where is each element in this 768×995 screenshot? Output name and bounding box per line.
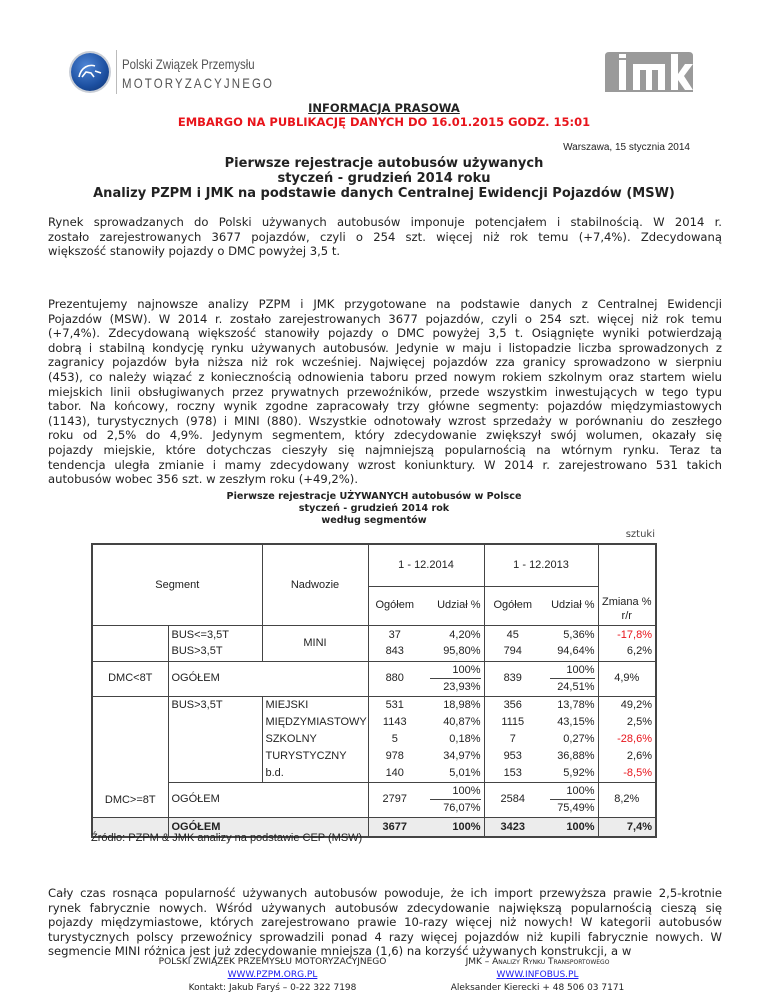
pzpm-logo-text-2: MOTORYZACYJNEGO (122, 75, 275, 91)
cell-value: 3677 (382, 820, 407, 833)
cell-value: 953 (503, 749, 522, 762)
cell-value: 100% (566, 820, 595, 833)
cell-value: 3423 (500, 820, 525, 833)
total-2014 (368, 817, 421, 837)
header-period-2014 (368, 544, 484, 586)
share-2014 (421, 817, 484, 837)
cell-value: OGÓŁEM (171, 672, 220, 685)
cell-value: Udział % (551, 599, 595, 612)
cell-value: 94,64% (557, 645, 595, 657)
cell-value: 5,01% (449, 766, 481, 779)
cell-value: DMC<8T (108, 672, 153, 685)
table-title-line: według segmentów (321, 515, 427, 526)
text-line: (1143), turystycznych (978) i MINI (880). Wszystkie odnotowały wzrost sprzedaży w porównaniu do zeszłego (48, 413, 722, 428)
cell-value: MINI (303, 636, 327, 649)
cell-value: 23,93% (443, 681, 481, 693)
header-change (598, 544, 656, 625)
text-line: miejskich linii obsługiwanych przez prywatnych przewoźników, przede wszystkim inwestujących w tego typu (48, 384, 722, 399)
share-2013 (541, 817, 598, 837)
paragraph-2 (48, 297, 722, 487)
cell-value: 100% (452, 820, 481, 833)
table-row (92, 625, 656, 661)
cell-value: 45 (506, 628, 519, 641)
jmk-logo-icon (603, 46, 695, 94)
footer-jmk-name: JMK – Analizy Rynku Transportowego (465, 957, 610, 967)
share-2013 (541, 661, 598, 696)
total-2013 (484, 625, 541, 661)
cell-value: 7 (509, 732, 516, 745)
text-line: rynek fabrycznie nowych. Wśród używanych autobusów zdecydowanie największą popularnością cieszą się (48, 900, 722, 915)
logo-divider (116, 50, 117, 94)
header-body (262, 544, 368, 625)
cell-value: 95,80% (443, 645, 481, 657)
share-2014 (421, 625, 484, 661)
cell-value: 1143 (382, 715, 407, 728)
text-line: większość stanowiły pojazdy o DMC powyżej 3,5 t. (48, 244, 341, 259)
text-line: pojazdy międzymiastowe, których zarejestrowano prawie 10-razy więcej niż nowych! W kategorii autobusów (48, 915, 722, 930)
cell-value: 794 (503, 645, 522, 657)
cell-value: 24,51% (557, 681, 595, 693)
text-line: autobusów wobec 356 szt. w zeszłym roku (+49,2%). (48, 472, 359, 487)
text-line: Prezentujemy najnowsze analizy PZPM i JMK przygotowane na podstawie danych z Centralnej Ewidencji (48, 297, 722, 311)
cell-value: 140 (385, 766, 404, 779)
header-period-2013 (484, 544, 598, 586)
cell-value: Segment (155, 578, 200, 591)
text-line: zagranicy pojazdów była niższa niż rok wcześniej. Najwięcej pojazdów zza granicy sprowadzono w sierpniu (48, 355, 722, 370)
header-share-2014 (421, 586, 484, 625)
share-2013 (541, 696, 598, 782)
body-type (262, 696, 368, 782)
share-2014 (421, 661, 484, 696)
cell-value: OGÓŁEM (171, 793, 220, 806)
cell-value: 4,20% (449, 628, 481, 641)
text-line: zostało zarejestrowanych 3677 pojazdów, czyli o 254 szt. więcej niż rok temu (+7,4%). Zdecydowaną (48, 229, 722, 244)
text-line: Rynek sprowadzanych do Polski używanych autobusów imponuje potencjałem i stabilnością. W 2014 r. (48, 215, 722, 229)
text-line: (+7,4%). Zdecydowaną większość stanowiły pojazdy o DMC powyżej 3,5 t. Osiągnięte wyniki potwierdzają (48, 326, 722, 341)
cell-value: Ogółem (493, 599, 533, 612)
cell-value: 100% (550, 783, 595, 801)
cell-value: OGÓŁEM (171, 820, 221, 833)
segments-table (91, 543, 657, 838)
row-label (168, 782, 368, 817)
cell-value: BUS<=3,5T (171, 628, 229, 641)
title-line: styczeń - grudzień 2014 roku (277, 171, 491, 186)
cell-value: 978 (385, 749, 404, 762)
total-2013 (484, 817, 541, 837)
cell-value: 37 (388, 628, 401, 641)
table-row (92, 782, 656, 817)
cell-value: 153 (503, 766, 522, 779)
title-line: Analizy PZPM i JMK na podstawie danych Centralnej Ewidencji Pojazdów (MSW) (93, 186, 675, 201)
table-row (92, 696, 656, 782)
cell-value: 2797 (382, 793, 407, 806)
cell-value: 1 - 12.2013 (513, 559, 569, 571)
cell-value: 5 (391, 732, 398, 745)
cell-value: -28,6% (617, 732, 652, 745)
total-2013 (484, 661, 541, 696)
cell-value: 18,98% (443, 698, 481, 711)
share-2014 (421, 782, 484, 817)
paragraph-1 (48, 215, 722, 259)
cell-value: SZKOLNY (265, 732, 317, 745)
place-date: Warszawa, 15 stycznia 2014 (563, 142, 690, 153)
text-line: Pojazdów (MSW). W 2014 r. zostało zarejestrowanych 3677 pojazdów, czyli o 254 szt. więcej niż rok temu (48, 311, 722, 326)
cell-value: 0,27% (563, 732, 595, 745)
cell-value: 13,78% (557, 698, 595, 711)
text-line: pojazdy miejskie, które dotychczas cieszyły się najmniejszą popularnością na wtórnym rynku. Teraz ta (48, 442, 722, 457)
cell-value: 34,97% (443, 749, 481, 762)
cell-value: 2584 (500, 793, 525, 806)
text-line: roku od 2,5% do 4,9%. Jedynym segmentem, który zdecydowanie zwiększył swój wolumen, okazały się (48, 428, 722, 443)
text-line: dobrą i stabilną kondycję rynku używanych autobusów. Jedynie w maju i listopadzie liczba sprowadzonych z (48, 340, 722, 355)
cell-value: 43,15% (557, 715, 595, 728)
cell-value: 100% (430, 783, 481, 801)
footer-jmk (420, 956, 655, 995)
cell-value: 75,49% (557, 802, 595, 814)
total-2013 (484, 782, 541, 817)
table-source: Źródło: PZPM & JMK analizy na podstawie CEP (MSW) (91, 832, 363, 844)
text-line: segmencie MINI różnica jest już zdecydowanie mniejsza (1,6) na korzyść używanych konstrukcji, a w (48, 944, 632, 959)
cell-value: MIĘDZYMIASTOWY (265, 715, 367, 728)
cell-value: MIEJSKI (265, 698, 309, 711)
cell-value: 6,2% (626, 645, 652, 657)
pzpm-logo-text: Polski Związek Przemysłu (122, 56, 255, 72)
change (598, 782, 656, 817)
footer-jmk-contact: Aleksander Kierecki + 48 506 03 7171 (450, 983, 625, 993)
pzpm-logo-icon (71, 53, 109, 91)
cell-value: 4,9% (614, 672, 640, 685)
table-title (0, 491, 758, 527)
cell-value: b.d. (265, 766, 284, 779)
text-line: turystycznych polscy przewoźnicy sprowadzili ponad 4 razy więcej pojazdów niż kupili fabrycznie nowych. W (48, 929, 722, 944)
table-row (92, 661, 656, 696)
cell-value: BUS>3,5T (171, 698, 223, 711)
cell-value: 1 - 12.2014 (398, 559, 454, 571)
total-2014 (368, 661, 421, 696)
table-title-line: Pierwsze rejestracje UŻYWANYCH autobusów w Polsce (226, 491, 522, 502)
cell-value: 100% (550, 662, 595, 680)
header-segment (92, 544, 262, 625)
cell-value: 36,88% (557, 749, 595, 762)
title-line: Pierwsze rejestracje autobusów używanych (224, 156, 544, 171)
footer-jmk-link[interactable]: WWW.INFOBUS.PL (496, 970, 579, 980)
segment-cell (92, 625, 168, 661)
total-2014 (368, 782, 421, 817)
footer-pzpm-contact: Kontakt: Jakub Faryś – 0-22 322 7198 (188, 983, 357, 993)
header-total-2014 (368, 586, 421, 625)
table-title-line: styczeń - grudzień 2014 rok (298, 503, 450, 514)
embargo-notice: EMBARGO NA PUBLIKACJĘ DANYCH DO 16.01.2015 GODZ. 15:01 (177, 115, 591, 129)
cell-value: 5,92% (563, 766, 595, 779)
share-2013 (541, 625, 598, 661)
paragraph-3 (48, 886, 722, 959)
segment-cell (92, 696, 168, 817)
cell-value: Ogółem (375, 599, 415, 612)
text-line: Cały czas rosnąca popularność używanych autobusów powoduje, że ich import przewyższa prawie 2,5-krotnie (48, 886, 722, 900)
cell-value: 49,2% (620, 698, 652, 711)
table-row (92, 544, 656, 586)
cell-value: Udział % (437, 599, 481, 612)
share-2013 (541, 782, 598, 817)
cell-value: 7,4% (626, 820, 652, 833)
body-type (262, 625, 368, 661)
cell-value: 8,2% (614, 793, 640, 806)
change (598, 696, 656, 782)
cell-value: 2,6% (626, 749, 652, 762)
total-2014 (368, 625, 421, 661)
cell-value: Zmiana % r/r (601, 595, 652, 622)
text-line: tendencja uległa zmianie i mamy zdecydowany wzrost koniunktury. W 2014 r. zarejestrowano 531 takich (48, 457, 722, 472)
total-2013 (484, 696, 541, 782)
press-release-label: INFORMACJA PRASOWA (308, 101, 460, 115)
text-line: (453), co należy wiązać z koniecznością odnowienia taboru przed nowym rokiem szkolnym oraz startem wielu (48, 369, 722, 384)
footer-pzpm-name: POLSKI ZWIĄZEK PRZEMYSŁU MOTORYZACYJNEGO (158, 957, 387, 967)
cell-value: 0,18% (449, 732, 481, 745)
cell-value: TURYSTYCZNY (265, 749, 347, 762)
cell-value: DMC>=8T (104, 794, 156, 806)
cell-value: Nadwozie (290, 578, 340, 591)
cell-value: 76,07% (443, 802, 481, 814)
cell-value: 531 (385, 698, 404, 711)
cell-value: 839 (503, 672, 522, 685)
cell-value: 880 (385, 672, 404, 685)
cell-value: 5,36% (563, 628, 595, 641)
footer-pzpm-link[interactable]: WWW.PZPM.ORG.PL (227, 970, 318, 980)
footer-pzpm (140, 956, 405, 995)
cell-value: 843 (385, 645, 404, 657)
total-2014 (368, 696, 421, 782)
cell-value: 40,87% (443, 715, 481, 728)
cell-value: -17,8% (617, 628, 652, 641)
header-share-2013 (541, 586, 598, 625)
segment-cell (92, 661, 168, 696)
cell-value: 1115 (501, 715, 525, 728)
change (598, 661, 656, 696)
change (598, 625, 656, 661)
change (598, 817, 656, 837)
sub-segment (168, 625, 262, 661)
share-2014 (421, 696, 484, 782)
document-title (0, 156, 768, 201)
text-line: tabor. Na końcowy, roczny wynik zgodne zapracowały trzy główne segmenty: pojazdów międzymiastowych (48, 399, 722, 414)
table-unit: sztuki (625, 529, 655, 540)
row-label (168, 661, 368, 696)
cell-value: -8,5% (623, 766, 652, 779)
cell-value: 356 (503, 698, 522, 711)
header-total-2013 (484, 586, 541, 625)
cell-value: 2,5% (626, 715, 652, 728)
cell-value: BUS>3,5T (171, 645, 223, 657)
cell-value: 100% (430, 662, 481, 680)
sub-segment (168, 696, 262, 782)
